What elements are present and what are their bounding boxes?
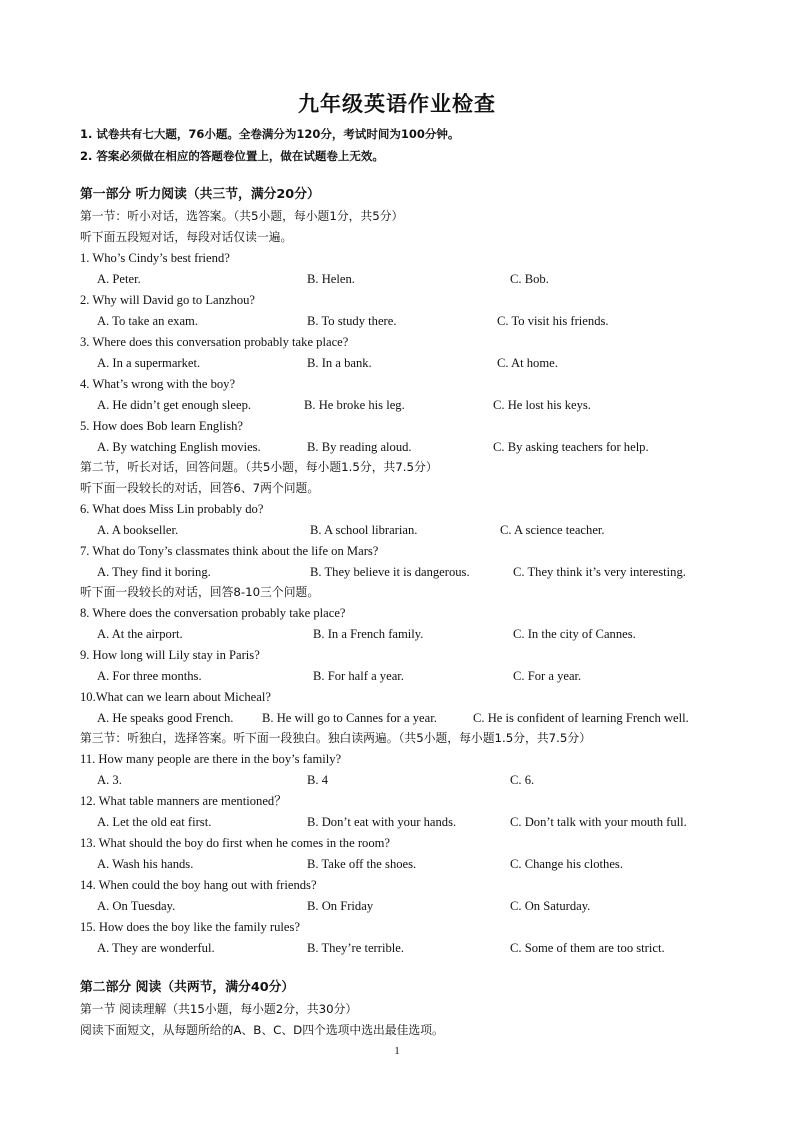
q3-option-a: A. In a supermarket. <box>97 356 201 370</box>
q5-option-b: B. By reading aloud. <box>307 440 412 454</box>
question-4: 4. What’s wrong with the boy? <box>80 377 236 391</box>
q15-option-b: B. They’re terrible. <box>307 941 404 955</box>
q6-option-a: A. A bookseller. <box>97 523 179 537</box>
part1-sec2-instruction-a: 听下面一段较长的对话，回答6、7两个问题。 <box>80 481 320 495</box>
question-9: 9. How long will Lily stay in Paris? <box>80 648 260 662</box>
question-15: 15. How does the boy like the family rules? <box>80 920 300 934</box>
part2-sec1-heading: 第一节 阅读理解（共15小题，每小题2分，共30分） <box>80 1002 358 1016</box>
q9-option-b: B. For half a year. <box>313 669 404 683</box>
q7-option-a: A. They find it boring. <box>97 565 211 579</box>
q4-option-c: C. He lost his keys. <box>493 398 591 412</box>
q13-option-b: B. Take off the shoes. <box>307 857 417 871</box>
q4-option-b: B. He broke his leg. <box>304 398 405 412</box>
q2-option-b: B. To study there. <box>307 314 397 328</box>
question-1: 1. Who’s Cindy’s best friend? <box>80 251 230 265</box>
question-14: 14. When could the boy hang out with friends? <box>80 878 317 892</box>
question-12: 12. What table manners are mentioned？ <box>80 794 287 808</box>
q13-option-c: C. Change his clothes. <box>510 857 623 871</box>
q9-option-a: A. For three months. <box>97 669 202 683</box>
part1-sec2-instruction-b: 听下面一段较长的对话，回答8-10三个问题。 <box>80 585 320 599</box>
q3-option-b: B. In a bank. <box>307 356 372 370</box>
part1-sec2-heading: 第二节，听长对话，回答问题。（共5小题，每小题1.5分，共7.5分） <box>80 460 438 474</box>
q14-option-a: A. On Tuesday. <box>97 899 176 913</box>
q9-option-c: C. For a year. <box>513 669 582 683</box>
q12-option-b: B. Don’t eat with your hands. <box>307 815 457 829</box>
part2-heading: 第二部分 阅读（共两节，满分40分） <box>80 980 295 995</box>
q11-option-c: C. 6. <box>510 773 535 787</box>
q6-option-b: B. A school librarian. <box>310 523 418 537</box>
q1-option-c: C. Bob. <box>510 272 549 286</box>
q5-option-c: C. By asking teachers for help. <box>493 440 649 454</box>
q12-option-a: A. Let the old eat first. <box>97 815 212 829</box>
question-6: 6. What does Miss Lin probably do? <box>80 502 264 516</box>
exam-note-1: 1. 试卷共有七大题，76小题。全卷满分为120分，考试时间为100分钟。 <box>80 127 460 141</box>
part2-sec1-instruction: 阅读下面短文，从每题所给的A、B、C、D四个选项中选出最佳选项。 <box>80 1023 444 1037</box>
page-number: 1 <box>394 1045 400 1057</box>
q14-option-b: B. On Friday <box>307 899 374 913</box>
part1-sec1-heading: 第一节：听小对话，选答案。（共5小题，每小题1分，共5分） <box>80 209 404 223</box>
exam-note-2: 2. 答案必须做在相应的答题卷位置上，做在试题卷上无效。 <box>80 149 384 163</box>
question-13: 13. What should the boy do first when he comes in the room? <box>80 836 391 850</box>
q14-option-c: C. On Saturday. <box>510 899 591 913</box>
q6-option-c: C. A science teacher. <box>500 523 605 537</box>
part1-heading: 第一部分 听力阅读（共三节，满分20分） <box>80 187 320 202</box>
q8-option-c: C. In the city of Cannes. <box>513 627 636 641</box>
part1-sec1-instruction: 听下面五段短对话，每段对话仅读一遍。 <box>80 230 293 244</box>
q8-option-b: B. In a French family. <box>313 627 424 641</box>
q1-option-b: B. Helen. <box>307 272 355 286</box>
q10-option-a: A. He speaks good French. <box>97 711 234 725</box>
question-2: 2. Why will David go to Lanzhou? <box>80 293 255 307</box>
q1-option-a: A. Peter. <box>97 272 141 286</box>
part1-sec3-heading: 第三节：听独白，选择答案。听下面一段独白。独白读两遍。（共5小题，每小题1.5分，共7.5分） <box>80 731 592 745</box>
q5-option-a: A. By watching English movies. <box>97 440 261 454</box>
q3-option-c: C. At home. <box>497 356 558 370</box>
q13-option-a: A. Wash his hands. <box>97 857 194 871</box>
q15-option-c: C. Some of them are too strict. <box>510 941 665 955</box>
question-10: 10.What can we learn about Micheal? <box>80 690 271 704</box>
question-7: 7. What do Tony’s classmates think about the life on Mars? <box>80 544 379 558</box>
q7-option-c: C. They think it’s very interesting. <box>513 565 686 579</box>
q2-option-c: C. To visit his friends. <box>497 314 609 328</box>
question-5: 5. How does Bob learn English? <box>80 419 243 433</box>
q11-option-a: A. 3. <box>97 773 122 787</box>
q8-option-a: A. At the airport. <box>97 627 183 641</box>
q7-option-b: B. They believe it is dangerous. <box>310 565 470 579</box>
page-title: 九年级英语作业检查 <box>298 92 496 116</box>
question-8: 8. Where does the conversation probably take place? <box>80 606 346 620</box>
q12-option-c: C. Don’t talk with your mouth full. <box>510 815 687 829</box>
q10-option-c: C. He is confident of learning French well. <box>473 711 689 725</box>
q2-option-a: A. To take an exam. <box>97 314 199 328</box>
q15-option-a: A. They are wonderful. <box>97 941 215 955</box>
q10-option-b: B. He will go to Cannes for a year. <box>262 711 437 725</box>
question-11: 11. How many people are there in the boy’s family? <box>80 752 342 766</box>
q4-option-a: A. He didn’t get enough sleep. <box>97 398 252 412</box>
q11-option-b: B. 4 <box>307 773 328 787</box>
question-3: 3. Where does this conversation probably take place? <box>80 335 349 349</box>
